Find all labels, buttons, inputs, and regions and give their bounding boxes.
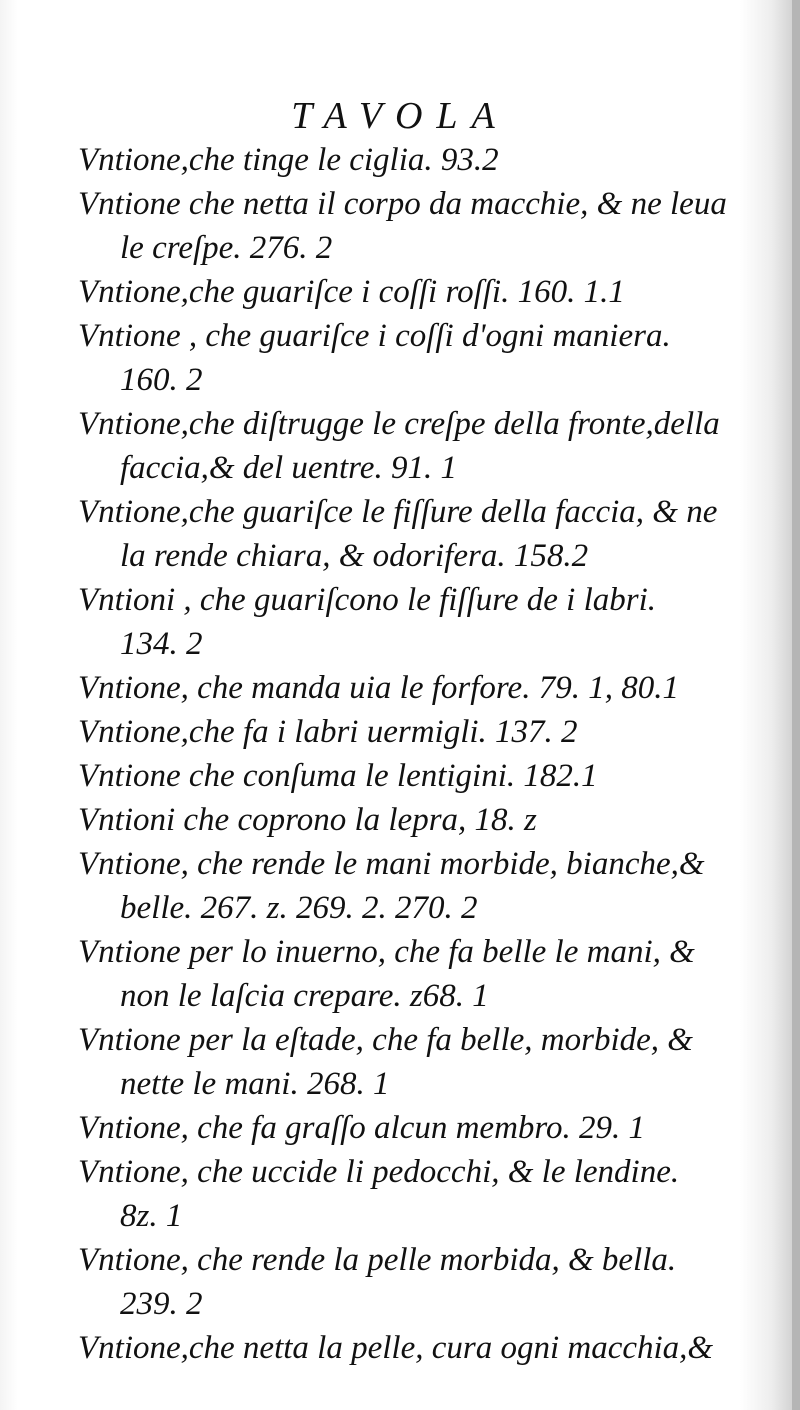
index-entry: [78, 754, 768, 798]
index-entry-text: Vntione che conſuma le lentigini. 182.1: [78, 758, 598, 794]
index-entry-continuation: 160. 2: [120, 362, 203, 398]
index-entry-text: Vntione per lo inuerno, che fa belle le mani, &: [78, 934, 695, 970]
index-entry: [78, 666, 768, 710]
index-entry-text: Vntione,che netta la pelle, cura ogni macchia,&: [78, 1330, 714, 1366]
index-entry: [78, 1326, 768, 1370]
index-entry-text: Vntione che netta il corpo da macchie, & ne leua: [78, 186, 727, 222]
index-entry: [78, 182, 768, 270]
index-entry-text: Vntione,che tinge le ciglia. 93.2: [78, 142, 499, 178]
index-entry-text: Vntioni , che guariſcono le fiſſure de i labri.: [78, 582, 657, 618]
index-entry-continuation: faccia,& del uentre. 91. 1: [120, 450, 457, 486]
index-entry: [78, 710, 768, 754]
index-entry-continuation: le creſpe. 276. 2: [120, 230, 333, 266]
index-entry-text: Vntione, che manda uia le forfore. 79. 1, 80.1: [78, 670, 679, 706]
index-entry-text: Vntioni che coprono la lepra, 18. z: [78, 802, 537, 838]
index-entry-continuation: non le laſcia crepare. z68. 1: [120, 978, 489, 1014]
index-entry: [78, 1018, 768, 1106]
index-entry-continuation: 239. 2: [120, 1286, 203, 1322]
index-entry-text: Vntione, che rende le mani morbide, bianche,&: [78, 846, 705, 882]
index-entry: [78, 930, 768, 1018]
index-entry: [78, 270, 768, 314]
index-entry: [78, 1238, 768, 1326]
index-entry-text: Vntione,che diſtrugge le creſpe della fronte,della: [78, 406, 720, 442]
index-entry: [78, 490, 768, 578]
index-entry-text: Vntione,che guariſce i coſſi roſſi. 160. 1.1: [78, 274, 625, 310]
index-entry: [78, 1150, 768, 1238]
index-entry-continuation: nette le mani. 268. 1: [120, 1066, 390, 1102]
index-entry-continuation: la rende chiara, & odorifera. 158.2: [120, 538, 589, 574]
index-entry: [78, 402, 768, 490]
index-entry-continuation: 8z. 1: [120, 1198, 183, 1234]
page-edge-shadow: [792, 0, 800, 1410]
index-entry-text: Vntione per la eſtade, che fa belle, morbide, &: [78, 1022, 693, 1058]
index-entry-text: Vntione, che uccide li pedocchi, & le lendine.: [78, 1154, 680, 1190]
index-entry-continuation: 134. 2: [120, 626, 203, 662]
index-entry-text: Vntione , che guariſce i coſſi d'ogni maniera.: [78, 318, 671, 354]
index-entry: [78, 314, 768, 402]
index-entry: [78, 798, 768, 842]
index-entry-continuation: belle. 267. z. 269. 2. 270. 2: [120, 890, 478, 926]
index-entry: [78, 1106, 768, 1150]
index-entry-list: [78, 138, 768, 1370]
index-entry: [78, 842, 768, 930]
index-entry-text: Vntione, che fa graſſo alcun membro. 29. 1: [78, 1110, 646, 1146]
index-entry-text: Vntione,che fa i labri uermigli. 137. 2: [78, 714, 578, 750]
index-entry: [78, 578, 768, 666]
index-entry-text: Vntione,che guariſce le fiſſure della faccia, & ne: [78, 494, 718, 530]
index-entry-text: Vntione, che rende la pelle morbida, & bella.: [78, 1242, 677, 1278]
page-header: TAVOLA: [291, 95, 509, 137]
index-entry: [78, 138, 768, 182]
